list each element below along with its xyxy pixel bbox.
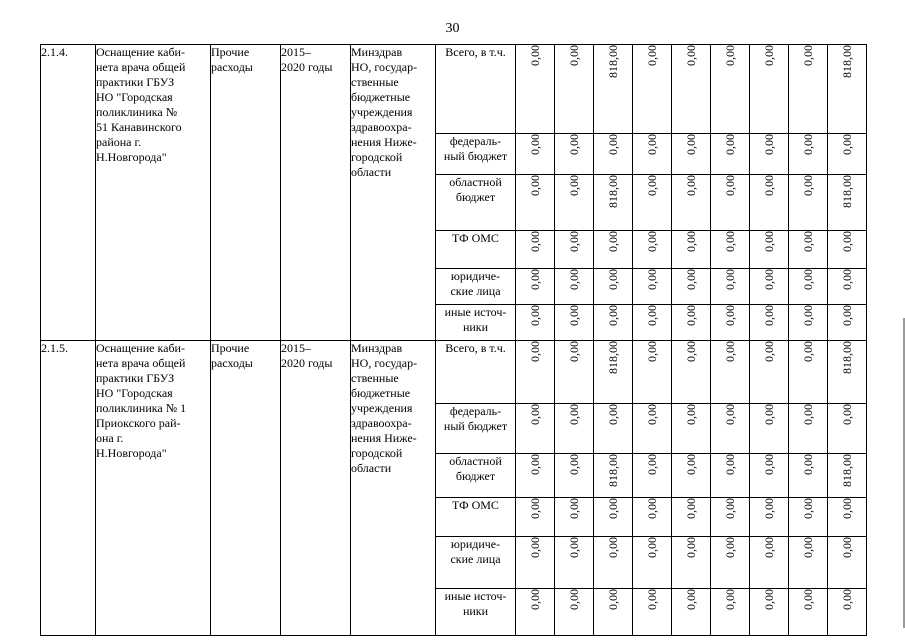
value-text: 0,00 (606, 537, 620, 558)
value-text: 0,00 (762, 589, 776, 610)
value-text: 0,00 (762, 305, 776, 326)
value-cell (711, 537, 750, 589)
value-text: 0,00 (528, 589, 542, 610)
value-cell (789, 45, 828, 134)
value-cell (633, 404, 672, 454)
expense-type: Прочие расходы (211, 45, 281, 341)
value-text: 0,00 (606, 305, 620, 326)
table-row (41, 45, 867, 134)
value-cell (555, 134, 594, 175)
value-text: 0,00 (723, 134, 737, 155)
value-cell (594, 175, 633, 231)
value-text: 0,00 (723, 269, 737, 290)
value-text: 0,00 (723, 305, 737, 326)
value-cell (750, 589, 789, 636)
value-cell (516, 589, 555, 636)
value-cell (555, 305, 594, 341)
value-cell (633, 45, 672, 134)
value-cell (633, 134, 672, 175)
funding-source: ТФ ОМС (436, 231, 516, 269)
value-text: 0,00 (723, 231, 737, 252)
value-text: 0,00 (528, 269, 542, 290)
value-cell (555, 45, 594, 134)
value-cell (672, 269, 711, 305)
value-cell (828, 305, 867, 341)
funding-source: юридиче- ские лица (436, 537, 516, 589)
value-cell (594, 134, 633, 175)
value-text: 0,00 (723, 175, 737, 196)
value-cell (789, 589, 828, 636)
value-cell (672, 404, 711, 454)
value-text: 0,00 (645, 175, 659, 196)
value-cell (828, 498, 867, 537)
value-cell (672, 454, 711, 498)
funding-source: федераль- ный бюджет (436, 134, 516, 175)
value-cell (633, 341, 672, 404)
funding-source: юридиче- ские лица (436, 269, 516, 305)
value-text: 0,00 (528, 454, 542, 475)
value-cell (633, 589, 672, 636)
value-text: 0,00 (645, 231, 659, 252)
value-text: 0,00 (762, 45, 776, 66)
value-text: 0,00 (567, 498, 581, 519)
value-cell (711, 231, 750, 269)
value-cell (633, 175, 672, 231)
value-cell (828, 269, 867, 305)
value-cell (672, 498, 711, 537)
value-text: 0,00 (684, 305, 698, 326)
value-text: 0,00 (723, 589, 737, 610)
value-cell (516, 231, 555, 269)
value-text: 0,00 (645, 589, 659, 610)
value-text: 0,00 (684, 454, 698, 475)
value-text: 0,00 (801, 269, 815, 290)
value-cell (789, 498, 828, 537)
value-cell (711, 269, 750, 305)
value-text: 0,00 (645, 454, 659, 475)
funding-source: иные источ- ники (436, 305, 516, 341)
funding-source: иные источ- ники (436, 589, 516, 636)
value-text: 0,00 (606, 231, 620, 252)
value-cell (633, 231, 672, 269)
value-cell (789, 269, 828, 305)
value-text: 0,00 (801, 231, 815, 252)
value-cell (750, 45, 789, 134)
value-cell (828, 404, 867, 454)
value-text: 0,00 (645, 341, 659, 362)
value-cell (672, 537, 711, 589)
item-number: 2.1.4. (41, 45, 96, 341)
value-cell (633, 305, 672, 341)
value-text: 0,00 (567, 537, 581, 558)
value-cell (672, 231, 711, 269)
value-text: 0,00 (684, 134, 698, 155)
value-cell (516, 537, 555, 589)
period: 2015– 2020 годы (281, 45, 351, 341)
value-text: 0,00 (606, 269, 620, 290)
value-cell (594, 269, 633, 305)
value-cell (555, 404, 594, 454)
value-cell (711, 589, 750, 636)
value-text: 0,00 (762, 498, 776, 519)
value-text: 0,00 (762, 404, 776, 425)
value-text: 0,00 (567, 305, 581, 326)
value-cell (594, 341, 633, 404)
value-text: 0,00 (567, 175, 581, 196)
value-text: 0,00 (606, 404, 620, 425)
value-cell (555, 175, 594, 231)
value-text: 0,00 (723, 341, 737, 362)
value-text: 0,00 (723, 537, 737, 558)
value-text: 818,00 (840, 454, 854, 487)
value-text: 0,00 (840, 404, 854, 425)
value-text: 818,00 (606, 454, 620, 487)
value-text: 0,00 (762, 175, 776, 196)
table-row (41, 341, 867, 404)
value-cell (672, 589, 711, 636)
value-cell (828, 134, 867, 175)
value-text: 0,00 (762, 269, 776, 290)
value-cell (750, 175, 789, 231)
value-cell (711, 45, 750, 134)
value-text: 0,00 (801, 589, 815, 610)
value-text: 0,00 (528, 498, 542, 519)
value-text: 0,00 (567, 134, 581, 155)
funding-source: Всего, в т.ч. (436, 45, 516, 134)
value-text: 0,00 (528, 341, 542, 362)
value-text: 0,00 (801, 305, 815, 326)
value-cell (750, 134, 789, 175)
value-text: 0,00 (840, 589, 854, 610)
value-text: 818,00 (606, 341, 620, 374)
value-cell (672, 45, 711, 134)
value-cell (828, 341, 867, 404)
page-number: 30 (445, 21, 460, 36)
value-text: 0,00 (801, 45, 815, 66)
value-cell (594, 589, 633, 636)
value-cell (555, 498, 594, 537)
value-text: 0,00 (801, 404, 815, 425)
value-cell (789, 454, 828, 498)
value-text: 0,00 (684, 175, 698, 196)
value-cell (828, 175, 867, 231)
expense-type: Прочие расходы (211, 341, 281, 636)
value-cell (516, 454, 555, 498)
value-cell (594, 305, 633, 341)
value-cell (555, 269, 594, 305)
value-text: 818,00 (840, 175, 854, 208)
value-text: 0,00 (567, 454, 581, 475)
value-cell (594, 231, 633, 269)
funding-source: областной бюджет (436, 454, 516, 498)
value-cell (789, 404, 828, 454)
value-text: 0,00 (840, 498, 854, 519)
value-text: 0,00 (723, 454, 737, 475)
value-cell (516, 175, 555, 231)
value-cell (828, 231, 867, 269)
value-cell (711, 454, 750, 498)
value-cell (633, 537, 672, 589)
value-cell (750, 341, 789, 404)
value-text: 0,00 (723, 45, 737, 66)
value-text: 0,00 (528, 404, 542, 425)
value-cell (789, 305, 828, 341)
value-cell (828, 537, 867, 589)
value-text: 818,00 (606, 175, 620, 208)
item-number: 2.1.5. (41, 341, 96, 636)
value-cell (750, 454, 789, 498)
value-text: 0,00 (684, 341, 698, 362)
funding-source: областной бюджет (436, 175, 516, 231)
value-cell (516, 305, 555, 341)
value-text: 0,00 (762, 454, 776, 475)
value-cell (750, 269, 789, 305)
value-cell (516, 341, 555, 404)
value-cell (789, 537, 828, 589)
value-text: 0,00 (762, 537, 776, 558)
value-text: 0,00 (528, 45, 542, 66)
value-text: 0,00 (801, 175, 815, 196)
period: 2015– 2020 годы (281, 341, 351, 636)
value-text: 0,00 (645, 134, 659, 155)
value-text: 0,00 (567, 341, 581, 362)
value-cell (555, 454, 594, 498)
value-text: 0,00 (645, 537, 659, 558)
value-cell (633, 269, 672, 305)
value-text: 0,00 (801, 454, 815, 475)
value-text: 0,00 (684, 537, 698, 558)
value-cell (555, 341, 594, 404)
value-cell (789, 341, 828, 404)
value-text: 0,00 (567, 231, 581, 252)
value-cell (555, 231, 594, 269)
budget-table (40, 44, 867, 636)
value-text: 0,00 (528, 537, 542, 558)
value-text: 0,00 (801, 134, 815, 155)
value-text: 0,00 (645, 305, 659, 326)
value-cell (516, 269, 555, 305)
value-cell (594, 404, 633, 454)
value-text: 0,00 (840, 305, 854, 326)
value-cell (594, 454, 633, 498)
value-text: 0,00 (528, 305, 542, 326)
funding-source: федераль- ный бюджет (436, 404, 516, 454)
value-text: 0,00 (606, 589, 620, 610)
value-text: 0,00 (606, 134, 620, 155)
value-cell (711, 341, 750, 404)
value-cell (672, 134, 711, 175)
value-text: 0,00 (684, 231, 698, 252)
value-text: 0,00 (528, 134, 542, 155)
value-cell (828, 454, 867, 498)
value-cell (516, 45, 555, 134)
value-text: 0,00 (840, 269, 854, 290)
value-text: 0,00 (801, 341, 815, 362)
value-text: 0,00 (801, 498, 815, 519)
value-text: 0,00 (567, 269, 581, 290)
value-cell (828, 45, 867, 134)
value-cell (555, 589, 594, 636)
value-text: 0,00 (528, 231, 542, 252)
value-text: 0,00 (645, 404, 659, 425)
funding-source: Всего, в т.ч. (436, 341, 516, 404)
value-cell (828, 589, 867, 636)
value-cell (555, 537, 594, 589)
value-cell (750, 305, 789, 341)
funding-source: ТФ ОМС (436, 498, 516, 537)
value-text: 0,00 (567, 589, 581, 610)
value-cell (750, 498, 789, 537)
value-text: 0,00 (723, 498, 737, 519)
value-cell (672, 175, 711, 231)
value-text: 0,00 (840, 231, 854, 252)
value-cell (789, 231, 828, 269)
value-text: 0,00 (840, 537, 854, 558)
value-cell (594, 498, 633, 537)
value-cell (633, 454, 672, 498)
value-cell (516, 404, 555, 454)
value-text: 0,00 (801, 537, 815, 558)
value-text: 0,00 (606, 498, 620, 519)
value-cell (750, 537, 789, 589)
value-text: 818,00 (840, 341, 854, 374)
value-text: 0,00 (840, 134, 854, 155)
value-text: 0,00 (645, 269, 659, 290)
item-name: Оснащение каби- нета врача общей практики ГБУЗ НО "Городская поликлиника № 1 Приокского рай- она г. Н.Новгорода" (96, 341, 211, 636)
value-text: 0,00 (684, 269, 698, 290)
value-cell (516, 134, 555, 175)
value-cell (750, 231, 789, 269)
value-cell (672, 305, 711, 341)
value-cell (594, 45, 633, 134)
value-cell (789, 134, 828, 175)
value-cell (711, 175, 750, 231)
value-text: 0,00 (684, 498, 698, 519)
value-text: 0,00 (645, 498, 659, 519)
value-text: 0,00 (684, 45, 698, 66)
value-cell (711, 305, 750, 341)
value-cell (711, 404, 750, 454)
executor: Минздрав НО, государ- ственные бюджетные учреждения здравоохра- нения Ниже- городской области (351, 45, 436, 341)
value-text: 0,00 (567, 45, 581, 66)
item-name: Оснащение каби- нета врача общей практики ГБУЗ НО "Городская поликлиника № 51 Канавинского района г. Н.Новгорода" (96, 45, 211, 341)
value-text: 818,00 (840, 45, 854, 78)
value-text: 0,00 (645, 45, 659, 66)
value-text: 0,00 (684, 404, 698, 425)
executor: Минздрав НО, государ- ственные бюджетные учреждения здравоохра- нения Ниже- городской области (351, 341, 436, 636)
value-text: 0,00 (684, 589, 698, 610)
value-cell (633, 498, 672, 537)
value-text: 0,00 (762, 231, 776, 252)
value-text: 0,00 (762, 341, 776, 362)
value-cell (711, 498, 750, 537)
value-cell (789, 175, 828, 231)
value-text: 0,00 (723, 404, 737, 425)
value-cell (516, 498, 555, 537)
value-text: 0,00 (528, 175, 542, 196)
value-cell (672, 341, 711, 404)
value-text: 0,00 (762, 134, 776, 155)
value-text: 0,00 (567, 404, 581, 425)
value-cell (594, 537, 633, 589)
value-text: 818,00 (606, 45, 620, 78)
value-cell (750, 404, 789, 454)
value-cell (711, 134, 750, 175)
